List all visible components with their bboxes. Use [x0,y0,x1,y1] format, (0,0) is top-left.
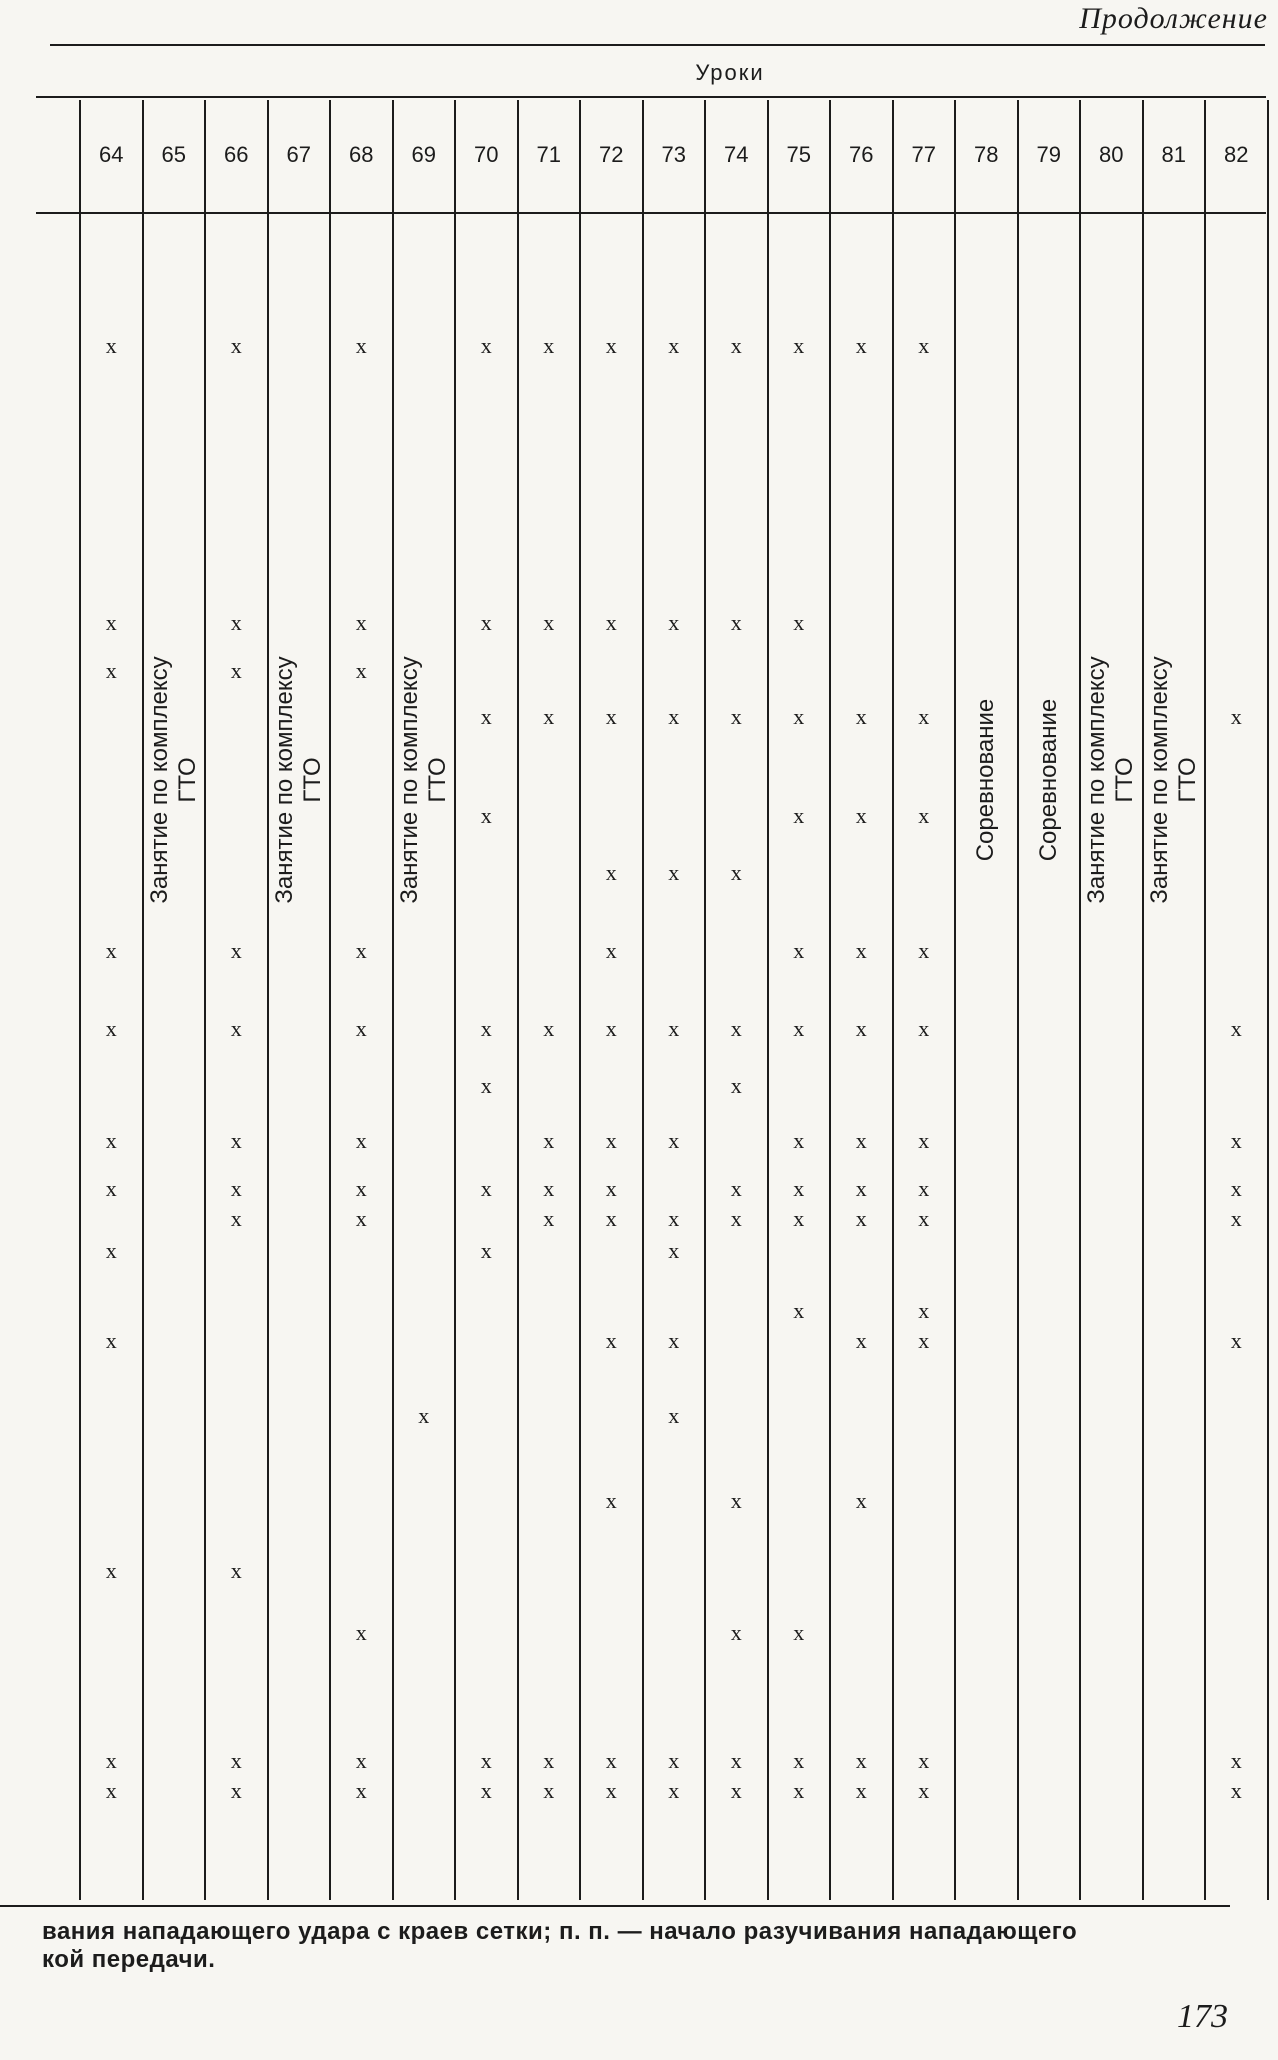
mark-row-19-lesson-75: х [793,1620,805,1645]
mark-row-12-lesson-73: х [668,1206,680,1231]
mark-row-10-lesson-66: х [230,1128,242,1153]
lesson-header-rule [36,212,1266,214]
mark-row-21-lesson-66: х [230,1778,242,1803]
mark-row-18-lesson-64: х [105,1558,117,1583]
lesson-number-82: 82 [1224,142,1249,167]
mark-row-11-lesson-71: х [543,1176,555,1201]
column-divider [704,100,706,1900]
mark-row-21-lesson-76: х [855,1778,867,1803]
lesson-number-64: 64 [99,142,124,167]
mark-row-10-lesson-76: х [855,1128,867,1153]
column-divider [1267,100,1269,1900]
mark-row-8-lesson-66: х [230,1016,242,1041]
mark-row-4-lesson-74: х [730,704,742,729]
mark-row-16-lesson-69: х [418,1403,430,1428]
mark-row-7-lesson-72: х [605,938,617,963]
mark-row-14-lesson-77: х [918,1298,930,1323]
column-divider [767,100,769,1900]
vertical-label-line: Соревнование [1034,698,1062,862]
page-number: 173 [1177,1998,1228,2035]
lesson-number-66: 66 [224,142,249,167]
mark-row-6-lesson-74: х [730,860,742,885]
mark-row-5-lesson-75: х [793,803,805,828]
mark-row-2-lesson-68: х [355,610,367,635]
lessons-group-title: Уроки [695,60,765,85]
mark-row-10-lesson-68: х [355,1128,367,1153]
mark-row-20-lesson-76: х [855,1748,867,1773]
mark-row-11-lesson-66: х [230,1176,242,1201]
mark-row-3-lesson-64: х [105,658,117,683]
mark-row-16-lesson-73: х [668,1403,680,1428]
vertical-label-lesson-67 [271,625,327,935]
mark-row-20-lesson-70: х [480,1748,492,1773]
mark-row-1-lesson-71: х [543,333,555,358]
mark-row-12-lesson-77: х [918,1206,930,1231]
lesson-number-81: 81 [1161,142,1186,167]
mark-row-11-lesson-64: х [105,1176,117,1201]
column-divider [1204,100,1206,1900]
mark-row-17-lesson-72: х [605,1488,617,1513]
mark-row-12-lesson-66: х [230,1206,242,1231]
mark-row-11-lesson-68: х [355,1176,367,1201]
mark-row-21-lesson-71: х [543,1778,555,1803]
column-divider [329,100,331,1900]
vertical-label-lesson-79 [1035,625,1063,935]
column-divider [392,100,394,1900]
mark-row-8-lesson-70: х [480,1016,492,1041]
mark-row-15-lesson-64: х [105,1328,117,1353]
lesson-number-67: 67 [286,142,311,167]
mark-row-8-lesson-72: х [605,1016,617,1041]
mark-row-21-lesson-77: х [918,1778,930,1803]
lesson-number-78: 78 [974,142,999,167]
mark-row-10-lesson-64: х [105,1128,117,1153]
vertical-label-line: ГТО [1111,757,1139,803]
mark-row-7-lesson-75: х [793,938,805,963]
vertical-label-lesson-65 [146,625,202,935]
mark-row-12-lesson-75: х [793,1206,805,1231]
mark-row-1-lesson-75: х [793,333,805,358]
continued-label: Продолжение [1079,2,1268,35]
bottom-rule [0,1905,1230,1907]
column-divider [267,100,269,1900]
mark-row-1-lesson-73: х [668,333,680,358]
mark-row-4-lesson-76: х [855,704,867,729]
mark-row-6-lesson-73: х [668,860,680,885]
mark-row-12-lesson-74: х [730,1206,742,1231]
mark-row-21-lesson-75: х [793,1778,805,1803]
mark-row-1-lesson-74: х [730,333,742,358]
column-divider [1079,100,1081,1900]
mark-row-3-lesson-68: х [355,658,367,683]
mark-row-12-lesson-72: х [605,1206,617,1231]
mark-row-21-lesson-72: х [605,1778,617,1803]
column-divider [1142,100,1144,1900]
mark-row-8-lesson-68: х [355,1016,367,1041]
mark-row-11-lesson-82: х [1230,1176,1242,1201]
vertical-label-line: ГТО [298,757,326,803]
mark-row-12-lesson-82: х [1230,1206,1242,1231]
mark-row-8-lesson-73: х [668,1016,680,1041]
mark-row-10-lesson-77: х [918,1128,930,1153]
mark-row-2-lesson-72: х [605,610,617,635]
mark-row-8-lesson-77: х [918,1016,930,1041]
mark-row-8-lesson-64: х [105,1016,117,1041]
mark-row-1-lesson-77: х [918,333,930,358]
mark-row-19-lesson-74: х [730,1620,742,1645]
group-header-rule [36,96,1266,98]
mark-row-17-lesson-76: х [855,1488,867,1513]
mark-row-11-lesson-76: х [855,1176,867,1201]
vertical-label-line: ГТО [1173,757,1201,803]
mark-row-20-lesson-72: х [605,1748,617,1773]
mark-row-1-lesson-72: х [605,333,617,358]
mark-row-4-lesson-77: х [918,704,930,729]
mark-row-9-lesson-70: х [480,1073,492,1098]
mark-row-8-lesson-76: х [855,1016,867,1041]
mark-row-15-lesson-82: х [1230,1328,1242,1353]
vertical-label-line: Занятие по комплексу [1145,656,1173,904]
lesson-number-77: 77 [911,142,936,167]
mark-row-20-lesson-77: х [918,1748,930,1773]
vertical-label-line: Занятие по комплексу [1083,656,1111,904]
mark-row-20-lesson-68: х [355,1748,367,1773]
column-divider [954,100,956,1900]
mark-row-4-lesson-70: х [480,704,492,729]
mark-row-13-lesson-64: х [105,1238,117,1263]
mark-row-2-lesson-66: х [230,610,242,635]
lesson-number-68: 68 [349,142,374,167]
mark-row-21-lesson-68: х [355,1778,367,1803]
mark-row-21-lesson-64: х [105,1778,117,1803]
mark-row-6-lesson-72: х [605,860,617,885]
vertical-label-lesson-78 [972,625,1000,935]
lesson-number-71: 71 [536,142,561,167]
lesson-number-65: 65 [161,142,186,167]
mark-row-11-lesson-70: х [480,1176,492,1201]
mark-row-20-lesson-66: х [230,1748,242,1773]
mark-row-21-lesson-74: х [730,1778,742,1803]
column-divider [79,100,81,1900]
mark-row-4-lesson-82: х [1230,704,1242,729]
lesson-number-79: 79 [1036,142,1061,167]
mark-row-5-lesson-70: х [480,803,492,828]
mark-row-20-lesson-74: х [730,1748,742,1773]
mark-row-2-lesson-73: х [668,610,680,635]
mark-row-2-lesson-75: х [793,610,805,635]
mark-row-10-lesson-72: х [605,1128,617,1153]
mark-row-1-lesson-76: х [855,333,867,358]
mark-row-8-lesson-71: х [543,1016,555,1041]
mark-row-7-lesson-68: х [355,938,367,963]
footnote-line-2: кой передачи. [42,1946,216,1973]
mark-row-2-lesson-74: х [730,610,742,635]
mark-row-2-lesson-71: х [543,610,555,635]
mark-row-5-lesson-77: х [918,803,930,828]
column-divider [579,100,581,1900]
lesson-number-76: 76 [849,142,874,167]
top-rule [50,44,1265,46]
mark-row-15-lesson-73: х [668,1328,680,1353]
mark-row-1-lesson-68: х [355,333,367,358]
column-divider [642,100,644,1900]
mark-row-10-lesson-71: х [543,1128,555,1153]
column-divider [517,100,519,1900]
column-divider [204,100,206,1900]
mark-row-15-lesson-76: х [855,1328,867,1353]
column-divider [142,100,144,1900]
mark-row-20-lesson-64: х [105,1748,117,1773]
mark-row-10-lesson-75: х [793,1128,805,1153]
mark-row-20-lesson-73: х [668,1748,680,1773]
mark-row-11-lesson-77: х [918,1176,930,1201]
lesson-number-72: 72 [599,142,624,167]
mark-row-12-lesson-76: х [855,1206,867,1231]
footnote-line-1: вания нападающего удара с краев сетки; п. п. — начало разучивания нападающего [42,1918,1078,1945]
mark-row-14-lesson-75: х [793,1298,805,1323]
mark-row-21-lesson-82: х [1230,1778,1242,1803]
lesson-number-70: 70 [474,142,499,167]
mark-row-19-lesson-68: х [355,1620,367,1645]
mark-row-8-lesson-82: х [1230,1016,1242,1041]
vertical-label-line: Занятие по комплексу [145,656,173,904]
mark-row-4-lesson-73: х [668,704,680,729]
mark-row-5-lesson-76: х [855,803,867,828]
mark-row-1-lesson-64: х [105,333,117,358]
column-divider [1017,100,1019,1900]
mark-row-20-lesson-75: х [793,1748,805,1773]
mark-row-21-lesson-73: х [668,1778,680,1803]
mark-row-11-lesson-74: х [730,1176,742,1201]
mark-row-1-lesson-70: х [480,333,492,358]
lesson-number-75: 75 [786,142,811,167]
mark-row-10-lesson-73: х [668,1128,680,1153]
column-divider [892,100,894,1900]
mark-row-12-lesson-68: х [355,1206,367,1231]
mark-row-2-lesson-64: х [105,610,117,635]
lesson-number-74: 74 [724,142,749,167]
mark-row-11-lesson-75: х [793,1176,805,1201]
lesson-number-80: 80 [1099,142,1124,167]
vertical-label-line: Соревнование [972,698,1000,862]
mark-row-8-lesson-75: х [793,1016,805,1041]
vertical-label-lesson-81 [1146,625,1202,935]
mark-row-15-lesson-77: х [918,1328,930,1353]
mark-row-10-lesson-82: х [1230,1128,1242,1153]
mark-row-7-lesson-66: х [230,938,242,963]
mark-row-12-lesson-71: х [543,1206,555,1231]
mark-row-18-lesson-66: х [230,1558,242,1583]
mark-row-2-lesson-70: х [480,610,492,635]
column-divider [454,100,456,1900]
vertical-label-lesson-80 [1083,625,1139,935]
mark-row-17-lesson-74: х [730,1488,742,1513]
vertical-label-line: ГТО [423,757,451,803]
mark-row-9-lesson-74: х [730,1073,742,1098]
lesson-number-69: 69 [411,142,436,167]
lesson-number-73: 73 [661,142,686,167]
mark-row-20-lesson-71: х [543,1748,555,1773]
mark-row-3-lesson-66: х [230,658,242,683]
mark-row-4-lesson-75: х [793,704,805,729]
mark-row-13-lesson-70: х [480,1238,492,1263]
mark-row-4-lesson-71: х [543,704,555,729]
mark-row-11-lesson-72: х [605,1176,617,1201]
vertical-label-line: Занятие по комплексу [395,656,423,904]
vertical-label-lesson-69 [396,625,452,935]
mark-row-7-lesson-76: х [855,938,867,963]
mark-row-20-lesson-82: х [1230,1748,1242,1773]
mark-row-7-lesson-64: х [105,938,117,963]
vertical-label-line: ГТО [173,757,201,803]
mark-row-4-lesson-72: х [605,704,617,729]
mark-row-7-lesson-77: х [918,938,930,963]
mark-row-15-lesson-72: х [605,1328,617,1353]
column-divider [829,100,831,1900]
mark-row-13-lesson-73: х [668,1238,680,1263]
mark-row-21-lesson-70: х [480,1778,492,1803]
mark-row-8-lesson-74: х [730,1016,742,1041]
footnote [42,1918,1242,1974]
vertical-label-line: Занятие по комплексу [270,656,298,904]
mark-row-1-lesson-66: х [230,333,242,358]
